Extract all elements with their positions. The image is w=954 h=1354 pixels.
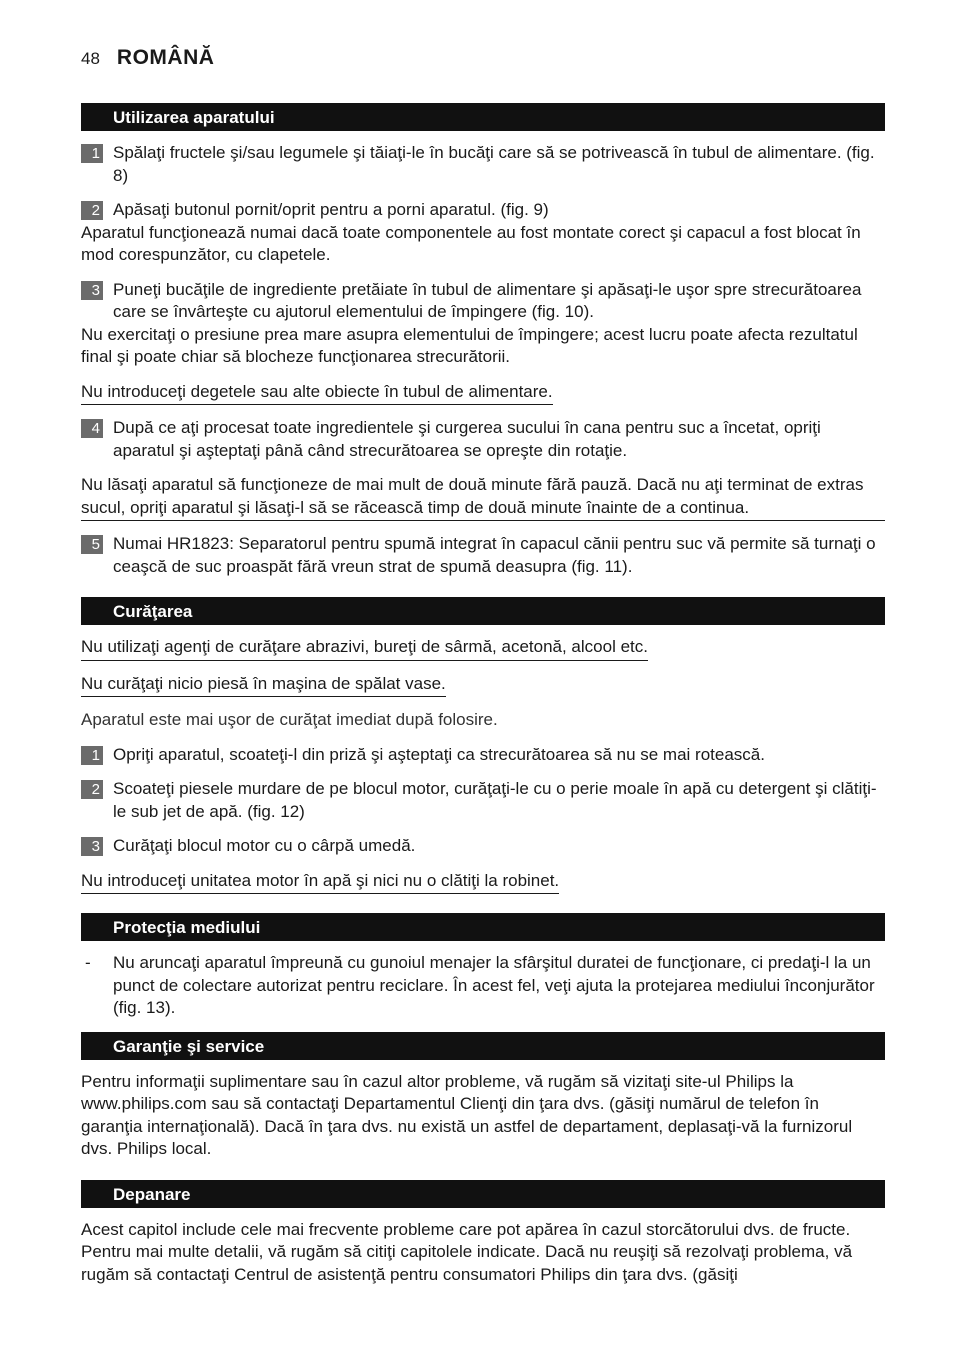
section-title-environment: Protecţia mediului [81, 913, 885, 941]
step-text: Numai HR1823: Separatorul pentru spumă integrat în capacul cănii pentru suc vă permite să turnaţi o ceaşcă de suc proaspăt fără vreun strat de spumă deasupra (fig. 11). [113, 534, 876, 576]
step-text: Curăţaţi blocul motor cu o cârpă umedă. [113, 836, 416, 855]
usage-step-4 [81, 417, 885, 462]
cleaning-step-1 [81, 744, 885, 767]
step-number: 4 [81, 419, 103, 438]
page-header [81, 46, 214, 74]
step-text: Opriţi aparatul, scoateţi-l din priză şi aşteptaţi ca strecurătoarea să nu se mai rotească. [113, 744, 765, 764]
usage-note-2: Aparatul funcţionează numai dacă toate componentele au fost montate corect şi capacul a fost blocat în mod corespunzător, cu clapetele. [81, 222, 861, 264]
cleaning-intro: Aparatul este mai uşor de curăţat imediat după folosire. [81, 710, 498, 729]
step-number: 2 [81, 780, 103, 799]
bullet-text: Nu aruncaţi aparatul împreună cu gunoiul menajer la sfârşitul duratei de funcţionare, ci predaţi-l la un punct de colectare autorizat pentru reciclare. În acest fel, veţi ajuta la protejarea mediului înconjurător (fig. 13). [113, 953, 875, 1017]
section-title-warranty: Garanţie şi service [81, 1032, 885, 1060]
step-text: Spălaţi fructele şi/sau legumele şi tăiaţi-le în bucăţi care să se potrivească în tubul de alimentare. (fig. 8) [113, 143, 875, 185]
bullet-dash: - [85, 953, 91, 972]
usage-step-3 [81, 279, 885, 324]
step-text: Apăsaţi butonul pornit/oprit pentru a porni aparatul. (fig. 9) [113, 200, 549, 219]
warranty-text: Pentru informaţii suplimentare sau în cazul altor probleme, vă rugăm să vizitaţi site-ul Philips la www.philips.com sau să contactaţi Departamentul Clienţi din ţara dvs. (găsiţi numărul de telefon în garanţia internaţională). Dacă în ţara dvs. nu există un astfel de departament, deplasaţi-vă la furnizorul dvs. Philips local. [81, 1071, 853, 1158]
step-number: 5 [81, 535, 103, 554]
usage-step-2 [81, 199, 885, 222]
step-number: 3 [81, 281, 103, 300]
cleaning-warning-dishwasher: Nu curăţaţi nicio piesă în maşina de spălat vase. [81, 673, 446, 698]
step-number: 1 [81, 144, 103, 163]
section-title-troubleshooting: Depanare [81, 1180, 885, 1208]
step-number: 2 [81, 201, 103, 220]
environment-bullet [81, 952, 885, 1020]
usage-step-5 [81, 533, 885, 578]
step-text: Puneţi bucăţile de ingrediente pretăiate în tubul de alimentare şi apăsaţi-le uşor spre strecurătoarea care se învârteşte cu ajutorul elementului de împingere (fig. 10). [113, 279, 862, 321]
step-text: După ce aţi procesat toate ingredientele şi curgerea sucului în cana pentru suc a încetat, opriţi aparatul şi aşteptaţi până când strecurătoarea se opreşte din rotaţie. [113, 418, 821, 460]
cleaning-step-2 [81, 778, 885, 823]
cleaning-step-3 [81, 835, 885, 858]
step-number: 3 [81, 837, 103, 856]
troubleshooting-text: Acest capitol include cele mai frecvente probleme care pot apărea în cazul storcătorului dvs. de fructe. Pentru mai multe detalii, vă rugăm să citiţi capitolele indicate. Dacă nu reuşiţi să rezolvaţi problema, vă rugăm să contactaţi Centrul de asistenţă pentru consumatori Philips din ţara dvs. (găsiţi [81, 1219, 853, 1284]
cleaning-warning-motor: Nu introduceţi unitatea motor în apă şi nici nu o clătiţi la robinet. [81, 870, 559, 895]
language-title: ROMÂNĂ [116, 46, 215, 69]
section-title-usage: Utilizarea aparatului [81, 103, 885, 131]
cleaning-warning-abrasive: Nu utilizaţi agenţi de curăţare abrazivi, bureţi de sârmă, acetonă, alcool etc. [81, 636, 648, 661]
section-title-cleaning: Curăţarea [81, 597, 885, 625]
page-number: 48 [81, 49, 100, 68]
page-content [81, 103, 885, 1286]
step-text: Scoateţi piesele murdare de pe blocul motor, curăţaţi-le cu o perie moale în apă cu detergent şi clătiţi-le sub jet de apă. (fig. 12) [113, 779, 877, 821]
usage-warning-two-minutes: Nu lăsaţi aparatul să funcţioneze de mai mult de două minute fără pauză. Dacă nu aţi terminat de extras sucul, opriţi aparatul şi lăsaţi-l să se răcească timp de două minute înainte de a continua. [81, 474, 885, 521]
usage-warning-fingers: Nu introduceţi degetele sau alte obiecte în tubul de alimentare. [81, 381, 553, 406]
step-number: 1 [81, 746, 103, 765]
usage-step-1 [81, 142, 885, 187]
usage-note-3: Nu exercitaţi o presiune prea mare asupra elementului de împingere; acest lucru poate afecta rezultatul final şi poate chiar să blocheze funcţionarea strecurătorii. [81, 324, 858, 366]
